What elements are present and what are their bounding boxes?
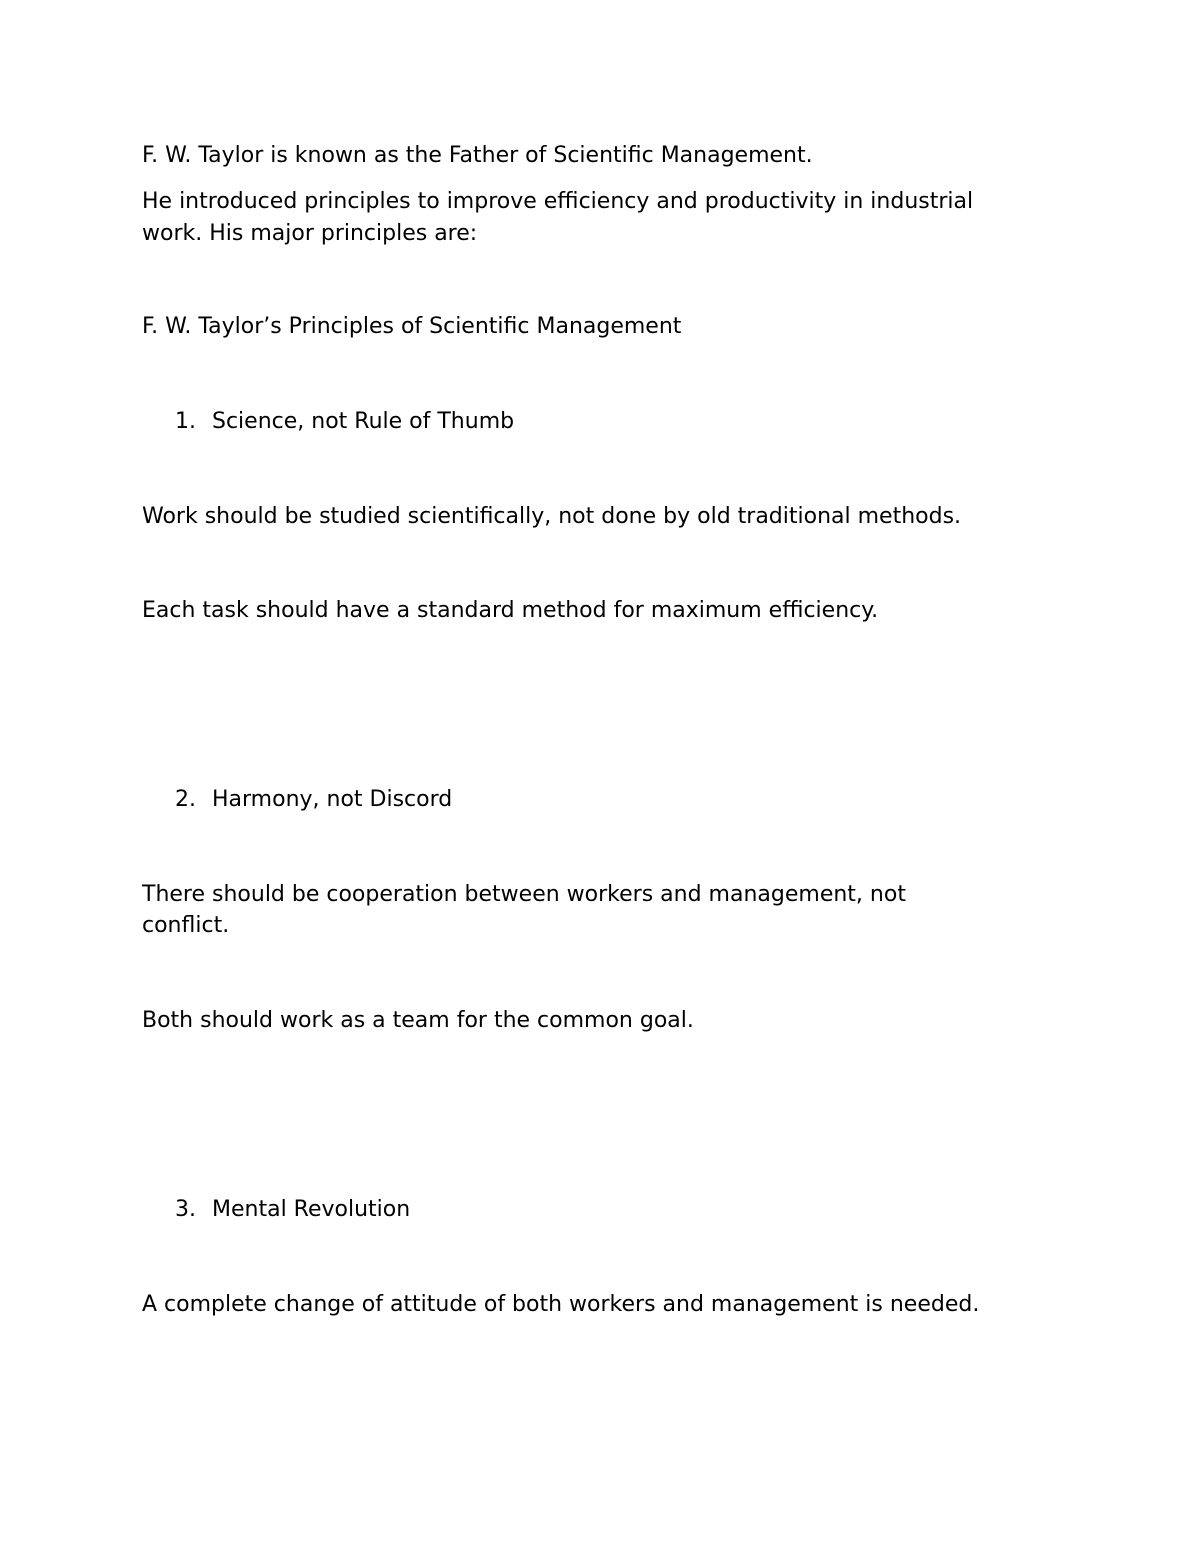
principle-2-paragraph-2: Both should work as a team for the common goal. (142, 1008, 694, 1033)
principle-title: Science, not Rule of Thumb (212, 409, 515, 434)
intro-line: F. W. Taylor is known as the Father of Scientific Management. (142, 143, 813, 168)
principle-1-title (175, 406, 514, 438)
principle-3-title (175, 1194, 410, 1226)
intro-paragraph-line-1: He introduced principles to improve efficiency and productivity in industrial (142, 189, 974, 214)
principle-1-paragraph-2: Each task should have a standard method for maximum efficiency. (142, 598, 879, 623)
principle-2-paragraph-1-line-1: There should be cooperation between workers and management, not (142, 882, 906, 907)
principle-2-title (175, 784, 452, 816)
principle-3-paragraph-1: A complete change of attitude of both workers and management is needed. (142, 1292, 980, 1317)
principle-1-paragraph-1: Work should be studied scientifically, not done by old traditional methods. (142, 504, 962, 529)
principle-title: Harmony, not Discord (212, 787, 453, 812)
list-number: 1. (175, 409, 196, 434)
intro-paragraph-line-2: work. His major principles are: (142, 221, 478, 246)
principle-2-paragraph-1-line-2: conflict. (142, 913, 230, 938)
principle-title: Mental Revolution (212, 1197, 411, 1222)
document-heading: F. W. Taylor’s Principles of Scientific Management (142, 314, 682, 339)
list-number: 3. (175, 1197, 196, 1222)
list-number: 2. (175, 787, 196, 812)
